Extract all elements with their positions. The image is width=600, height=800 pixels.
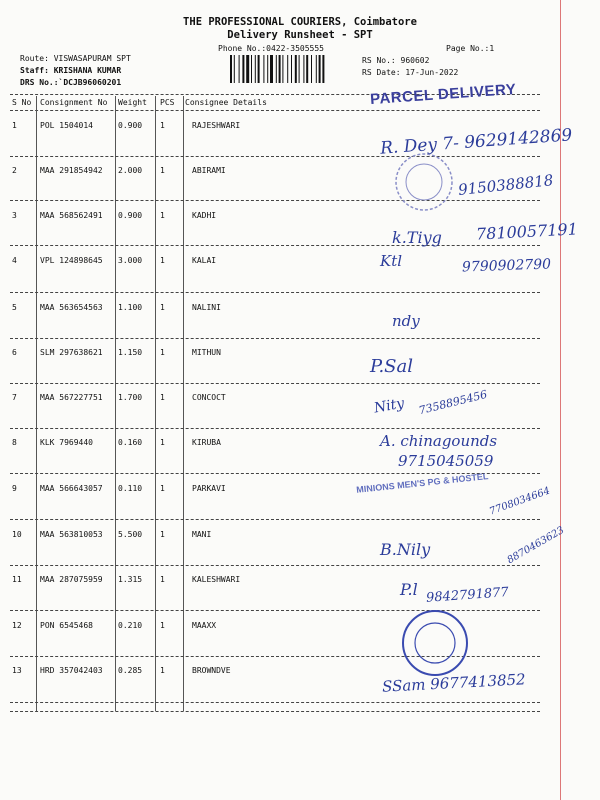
sno: 1 [12, 121, 17, 130]
weight: 1.100 [118, 303, 143, 312]
phone-number: Phone No.:0422-3505555 [218, 44, 324, 53]
col-header-consignment: Consignment No [40, 98, 108, 107]
parcel-delivery-stamp: PARCEL DELIVERY [369, 80, 517, 109]
pcs: 1 [160, 575, 165, 584]
consignment-no: POL 1504014 [40, 121, 93, 130]
consignment-no: MAA 568562491 [40, 211, 103, 220]
barcode-bar [242, 55, 244, 83]
pcs: 1 [160, 530, 165, 539]
row-rule [10, 428, 540, 429]
signature-row-11: P.l [400, 580, 418, 599]
weight: 1.700 [118, 393, 143, 402]
consignee: CONCOCT [192, 393, 226, 402]
company-round-stamp [400, 608, 470, 678]
weight: 0.900 [118, 121, 143, 130]
signature-row-5: ndy [392, 312, 420, 330]
handwriting-row-7: 7358895456 [417, 387, 489, 418]
pcs: 1 [160, 303, 165, 312]
signature-row-7: Nity [372, 395, 406, 417]
handwriting-row-1: R. Dey 7- 9629142869 [379, 125, 573, 159]
consignment-no: MAA 567227751 [40, 393, 103, 402]
barcode-bar [287, 55, 288, 83]
row-rule [10, 383, 540, 384]
barcode-bar [267, 55, 268, 83]
col-header-pcs: PCS [160, 98, 175, 107]
page-number: Page No.:1 [446, 44, 495, 53]
consignment-no: MAA 291854942 [40, 166, 103, 175]
pcs: 1 [160, 484, 165, 493]
route: Route: VISWASAPURAM SPT [20, 54, 131, 63]
signature-row-3: k.Tiyg [392, 228, 442, 247]
sno: 8 [12, 438, 17, 447]
signature-row-10: B.Nily [380, 540, 431, 559]
handwriting-row-9: 7708034664 [488, 485, 552, 518]
barcode-bar [299, 55, 300, 83]
column-divider [115, 96, 116, 711]
row-rule [10, 519, 540, 520]
barcode-bar [239, 55, 240, 83]
pcs: 1 [160, 621, 165, 630]
weight: 2.000 [118, 166, 143, 175]
sno: 4 [12, 256, 17, 265]
handwriting-row-8b: 9715045059 [398, 452, 494, 470]
barcode-bar [230, 55, 232, 83]
barcode [230, 55, 348, 83]
consignment-no: HRD 357042403 [40, 666, 103, 675]
handwriting-row-4: 9790902790 [461, 256, 552, 276]
sno: 11 [12, 575, 22, 584]
row-rule [10, 565, 540, 566]
weight: 0.900 [118, 211, 143, 220]
barcode-bar [234, 55, 235, 83]
sno: 12 [12, 621, 22, 630]
margin-line [560, 0, 561, 800]
consignee: KALAI [192, 256, 217, 265]
consignment-no: VPL 124898645 [40, 256, 103, 265]
handwriting-row-3: 7810057191 [475, 219, 579, 244]
pcs: 1 [160, 666, 165, 675]
pcs: 1 [160, 348, 165, 357]
sno: 2 [12, 166, 17, 175]
barcode-bar [276, 55, 277, 83]
rs-number: RS No.: 960602 [362, 56, 430, 65]
round-stamp [392, 150, 456, 214]
barcode-bar [246, 55, 249, 83]
weight: 1.315 [118, 575, 143, 584]
column-divider [183, 96, 184, 711]
consignee: MAAXX [192, 621, 217, 630]
row-rule [10, 156, 540, 157]
handwriting-row-8: A. chinagounds [380, 432, 498, 450]
consignment-no: MAA 566643057 [40, 484, 103, 493]
barcode-bar [270, 55, 273, 83]
consignment-no: MAA 563654563 [40, 303, 103, 312]
barcode-bar [258, 55, 260, 83]
barcode-bar [282, 55, 283, 83]
barcode-bar [255, 55, 256, 83]
handwriting-row-10: 8870463623 [505, 524, 567, 567]
col-header-weight: Weight [118, 98, 147, 107]
col-header-sno: S No [12, 98, 32, 107]
consignment-no: MAA 287075959 [40, 575, 103, 584]
barcode-bar [295, 55, 297, 83]
barcode-bar [316, 55, 317, 83]
company-name: THE PROFESSIONAL COURIERS, Coimbatore [183, 16, 417, 28]
row-rule [10, 245, 540, 246]
weight: 1.150 [118, 348, 143, 357]
col-header-consignee: Consignee Details [185, 98, 267, 107]
row-rule [10, 292, 540, 293]
handwriting-row-13: SSam 9677413852 [381, 670, 527, 696]
barcode-bar [322, 55, 324, 83]
barcode-bar [279, 55, 281, 83]
weight: 3.000 [118, 256, 143, 265]
weight: 0.285 [118, 666, 143, 675]
pcs: 1 [160, 393, 165, 402]
barcode-bar [311, 55, 312, 83]
hostel-stamp: MINIONS MEN'S PG & HOSTEL [355, 471, 489, 495]
sno: 7 [12, 393, 17, 402]
barcode-bar [251, 55, 252, 83]
drs-number: DRS No.:`DCJB96060201 [20, 78, 122, 87]
rs-date: RS Date: 17-Jun-2022 [362, 68, 459, 77]
weight: 0.210 [118, 621, 143, 630]
consignee: KALESHWARI [192, 575, 241, 584]
consignee: KADHI [192, 211, 217, 220]
signature-row-4: Ktl [380, 252, 403, 270]
column-divider [155, 96, 156, 711]
sno: 13 [12, 666, 22, 675]
pcs: 1 [160, 256, 165, 265]
sno: 3 [12, 211, 17, 220]
consignee: KIRUBA [192, 438, 221, 447]
staff: Staff: KRISHANA KUMAR [20, 66, 122, 75]
consignee: ABIRAMI [192, 166, 226, 175]
consignee: MITHUN [192, 348, 221, 357]
consignee: RAJESHWARI [192, 121, 241, 130]
barcode-bar [306, 55, 308, 83]
header-bottom-rule [10, 110, 540, 111]
consignment-no: MAA 563810053 [40, 530, 103, 539]
sno: 9 [12, 484, 17, 493]
sno: 5 [12, 303, 17, 312]
signature-row-6: P.Sal [370, 356, 414, 377]
consignee: NALINI [192, 303, 221, 312]
consignment-no: KLK 7969440 [40, 438, 93, 447]
consignee: MANI [192, 530, 212, 539]
barcode-bar [291, 55, 292, 83]
pcs: 1 [160, 211, 165, 220]
column-divider [36, 96, 37, 711]
barcode-bar [303, 55, 304, 83]
document-title: Delivery Runsheet - SPT [227, 29, 373, 41]
weight: 0.110 [118, 484, 143, 493]
pcs: 1 [160, 438, 165, 447]
row-rule [10, 200, 540, 201]
sno: 10 [12, 530, 22, 539]
handwriting-row-2: 9150388818 [457, 171, 555, 199]
barcode-bar [319, 55, 321, 83]
row-rule [10, 702, 540, 703]
consignment-no: PON 6545468 [40, 621, 93, 630]
barcode-bar [263, 55, 264, 83]
weight: 5.500 [118, 530, 143, 539]
pcs: 1 [160, 121, 165, 130]
consignee: BROWNDVE [192, 666, 231, 675]
pcs: 1 [160, 166, 165, 175]
weight: 0.160 [118, 438, 143, 447]
handwriting-row-11: 9842791877 [425, 585, 510, 606]
table-bottom-rule [10, 711, 540, 712]
row-rule [10, 338, 540, 339]
sno: 6 [12, 348, 17, 357]
consignment-no: SLM 297638621 [40, 348, 103, 357]
consignee: PARKAVI [192, 484, 226, 493]
